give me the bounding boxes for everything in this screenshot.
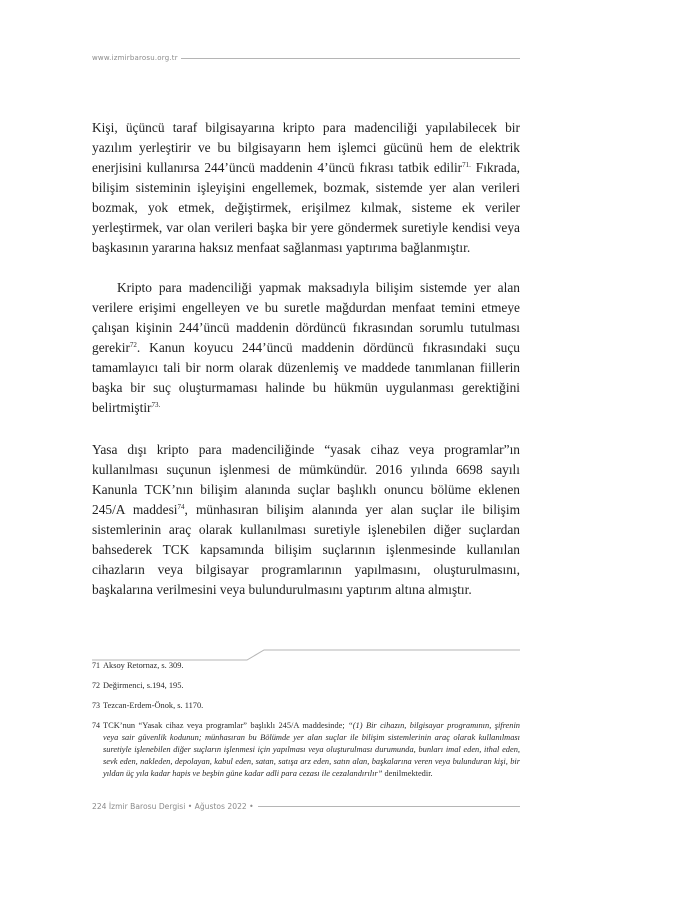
footnote-72 — [92, 680, 520, 692]
footnote-71 — [92, 660, 520, 672]
paragraph-1 — [92, 118, 520, 258]
footnote-text: Tezcan-Erdem-Önok, s. 1170. — [103, 701, 204, 710]
footnote-ref-74[interactable]: 74 — [177, 503, 185, 511]
footnote-ref-73[interactable]: 73. — [151, 401, 161, 409]
footnote-text: Aksoy Retornaz, s. 309. — [103, 661, 184, 670]
footnote-number: 73 — [92, 701, 100, 710]
paragraph-2-text: Kripto para madenciliği yapmak maksadıyla bilişim sistemde yer alan verilere erişimi engelleyen ve bu suretle mağdurdan menfaat temini etmeye çalışan kişinin 244’üncü maddenin dördüncü fıkrasından sorumlu tutulması gerekir — [92, 280, 520, 355]
paragraph-1-text-cont: Fıkrada, bilişim sisteminin işleyişini engellemek, bozmak, sistemde yer alan verileri bozmak, yok etmek, değiştirmek, erişilmez kılmak, sisteme ek veriler yerleştirmek, var olan verileri başka bir yere göndermek suretiyle kendisi veya başkasının yararına haksız menfaat sağlanması yaptırıma bağlanmıştır. — [92, 160, 520, 255]
paragraph-3-text: Yasa dışı kripto para madenciliğinde “yasak cihaz veya programlar”ın kullanılması suçunun işlenmesi de mümkündür. 2016 yılında 6698 sayılı Kanunla TCK’nın bilişim alanında suçlar başlıklı onuncu bölüme eklenen 245/A maddesi — [92, 442, 520, 517]
footnote-number: 74 — [92, 721, 100, 730]
footnote-text — [103, 720, 520, 780]
page-footer — [92, 802, 520, 811]
footnote-74 — [92, 720, 520, 780]
header-rule — [181, 58, 520, 59]
footnote-ref-72[interactable]: 72 — [129, 341, 137, 349]
footer-text: 224 İzmir Barosu Dergisi • Ağustos 2022 • — [92, 802, 254, 811]
footer-rule — [258, 806, 520, 807]
footnote-text-end: denilmektedir. — [382, 769, 433, 778]
paragraph-2-text-cont: . Kanun koyucu 244’üncü maddenin dördüncü fıkrasındaki suçu tamamlayıcı tali bir norm olarak düzenlemiş ve maddede tanımlanan fiillerin başka bir suç oluşturmaması halinde bu hükmün uygulanması gerektiğini belirtmiştir — [92, 340, 520, 415]
paragraph-2 — [92, 278, 520, 418]
header-url: www.izmirbarosu.org.tr — [92, 54, 178, 62]
footnotes — [92, 660, 520, 788]
footnote-ref-71[interactable]: 71. — [462, 161, 471, 169]
page-header — [92, 54, 520, 62]
footnote-number: 71 — [92, 661, 100, 670]
paragraph-3-text-cont: , münhasıran bilişim alanında yer alan suçlar ile bilişim sistemlerinin araç olarak kullanılması suretiyle işlenebilen diğer suçlardan bahsederek TCK kapsamında bilişim suçlarının işlenmesinde kullanılan cihazların veya bilgisayar programlarının yapılmasını, oluşturulmasını, başkalarına verilmesini veya bulundurulmasını yaptırım altına almıştır. — [92, 502, 521, 597]
footnote-number: 72 — [92, 681, 100, 690]
footnote-quote: “(1) Bir cihazın, bilgisayar programının, şifrenin veya sair güvenlik kodunun; münhasıran bu Bölümde yer alan suçlar ile bilişim sistemlerinin araç olarak kullanılması suretiyle işlenebilen diğer suçların işlenmesi için yapılması veya oluşturulması durumunda, bunları imal eden, ithal eden, sevk eden, nakleden, depolayan, kabul eden, satan, satışa arz eden, satın alan, başkalarına veren veya bulunduran kişi, bir yıldan üç yıla kadar hapis ve beşbin güne kadar adli para cezası ile cezalandırılır” — [103, 721, 520, 778]
paragraph-3 — [92, 440, 520, 600]
paragraph-1-text: Kişi, üçüncü taraf bilgisayarına kripto para madenciliği yapılabilecek bir yazılım yerleştirir ve bu bilgisayarın hem işlemci gücünü hem de elektrik enerjisini kullanırsa 244’üncü maddenin 4’üncü fıkrası tatbik edilir — [92, 120, 520, 175]
footnote-text-intro: TCK’nun “Yasak cihaz veya programlar” başlıklı 245/A maddesinde; — [103, 721, 349, 730]
footnote-73 — [92, 700, 520, 712]
main-text — [92, 118, 520, 600]
footnote-text: Değirmenci, s.194, 195. — [103, 681, 184, 690]
